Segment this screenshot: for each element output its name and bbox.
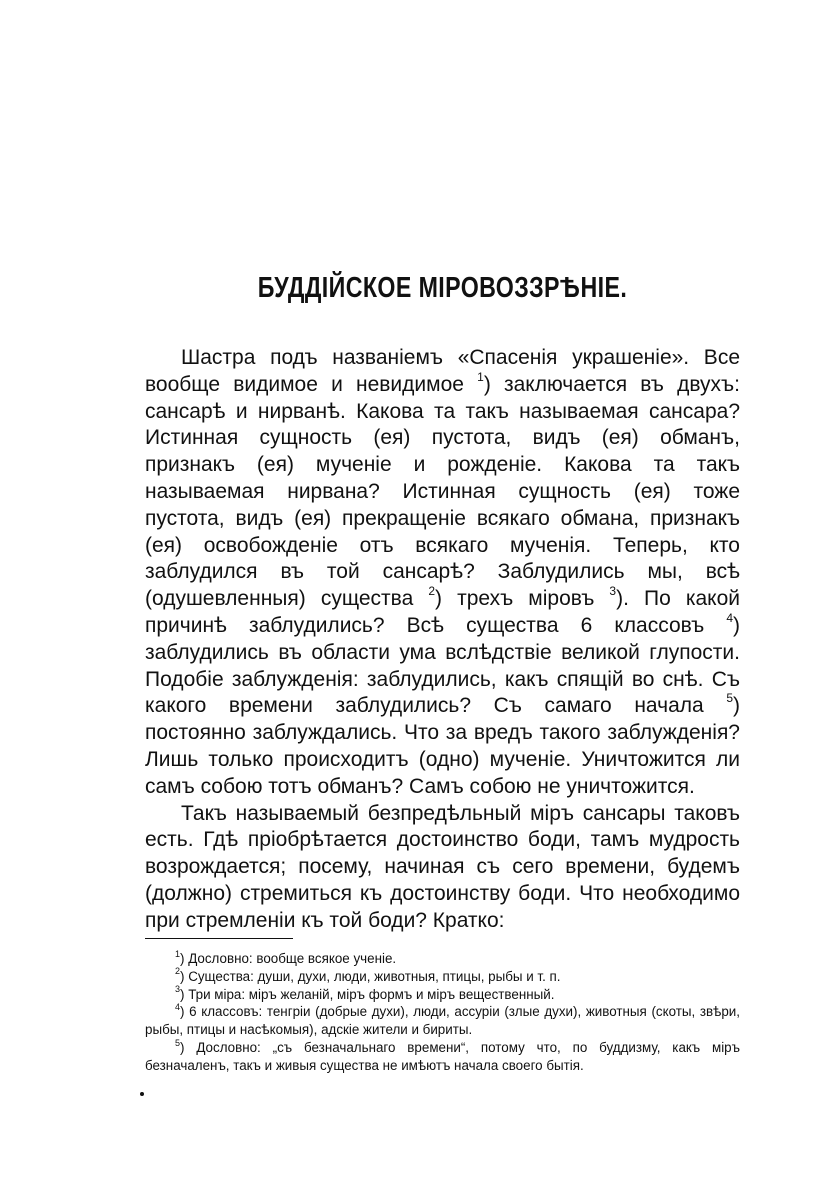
footnote-text: ) Три міра: міръ желаній, міръ формъ и міръ вещественный. xyxy=(180,986,555,1002)
footnote-ref: 5 xyxy=(726,691,733,706)
paragraph-text: Шастра подъ названіемъ «Спасенія украшеніе». Все вообще видимое и невидимое xyxy=(145,346,740,396)
footnote-ref: 5 xyxy=(175,1037,181,1048)
footnote-ref: 2 xyxy=(428,584,436,599)
footnote-text: ) Дословно: „съ безначальнаго времени“, потому что, по буддизму, какъ міръ безначаленъ, такъ и живыя существа не имѣютъ начала своего бытія. xyxy=(145,1039,740,1073)
footnote-ref: 1 xyxy=(175,948,181,959)
footnote-3 xyxy=(145,986,740,1004)
paragraph-2 xyxy=(145,801,740,935)
paragraph-text: ) заключается въ двухъ: сансарѣ и нирванѣ. Какова та такъ называемая сансара? Истинная сущность (ея) пустота, видъ (ея) обманъ, признакъ (ея) мученіе и рожденіе. Какова та такъ называемая нирвана? Истинная сущность (ея) тоже пустота, видъ (ея) прекращеніе всякаго обмана, признакъ (ея) освобожденіе отъ всякаго мученія. Теперь, кто заблудился въ той сансарѣ? Заблудились мы, всѣ (одушевленныя) существа xyxy=(145,372,740,611)
footnote-4 xyxy=(145,1003,740,1039)
footnote-5 xyxy=(145,1039,740,1075)
paragraph-text: ) трехъ міровъ xyxy=(435,587,610,611)
paragraph-text: ). По какой причинѣ заблудились? Всѣ существа 6 классовъ xyxy=(145,587,740,637)
footnote-rule xyxy=(145,938,293,939)
footnote-ref: 2 xyxy=(175,966,181,977)
footnote-text: ) 6 классовъ: тенгріи (добрые духи), люди, ассуріи (злые духи), животныя (скоты, звѣри, рыбы, птицы и насѣкомыя), адскіе жители и бириты. xyxy=(145,1004,740,1038)
paragraph-text: ) заблудились въ области ума вслѣдствіе великой глупости. Подобіе заблужденія: заблудились, какъ спящій во снѣ. Съ какого времени заблудились? Съ самаго начала xyxy=(145,613,740,718)
footnote-2 xyxy=(145,968,740,986)
scan-speck xyxy=(140,1092,144,1096)
footnote-ref: 4 xyxy=(175,1001,181,1012)
footnote-ref: 3 xyxy=(609,584,617,599)
footnote-ref: 3 xyxy=(175,984,181,995)
page-title: БУДДІЙСКОЕ МІРОВОЗЗРѢНІЕ. xyxy=(257,272,628,304)
body-text xyxy=(145,345,740,935)
footnote-text: ) Существа: души, духи, люди, животныя, птицы, рыбы и т. п. xyxy=(180,968,561,984)
paragraph-1 xyxy=(145,345,740,801)
footnote-1 xyxy=(145,950,740,968)
paragraph-text: ) постоянно заблуждались. Что за вредъ такого заблужденія? Лишь только происходитъ (одно) мученіе. Уничтожится ли самъ собою тотъ обманъ? Самъ собою не уничтожится. xyxy=(145,694,740,798)
footnote-ref: 4 xyxy=(726,610,733,625)
footnotes xyxy=(145,950,740,1075)
paragraph-text: Такъ называемый безпредѣльный міръ сансары таковъ есть. Гдѣ пріобрѣтается достоинство боди, тамъ мудрость возрождается; посему, начиная съ сего времени, будемъ (должно) стремиться къ достоинству боди. Что необходимо при стремленіи къ той боди? Кратко: xyxy=(145,801,740,932)
footnote-text: ) Дословно: вообще всякое ученіе. xyxy=(180,951,397,966)
footnote-ref: 1 xyxy=(477,369,484,384)
